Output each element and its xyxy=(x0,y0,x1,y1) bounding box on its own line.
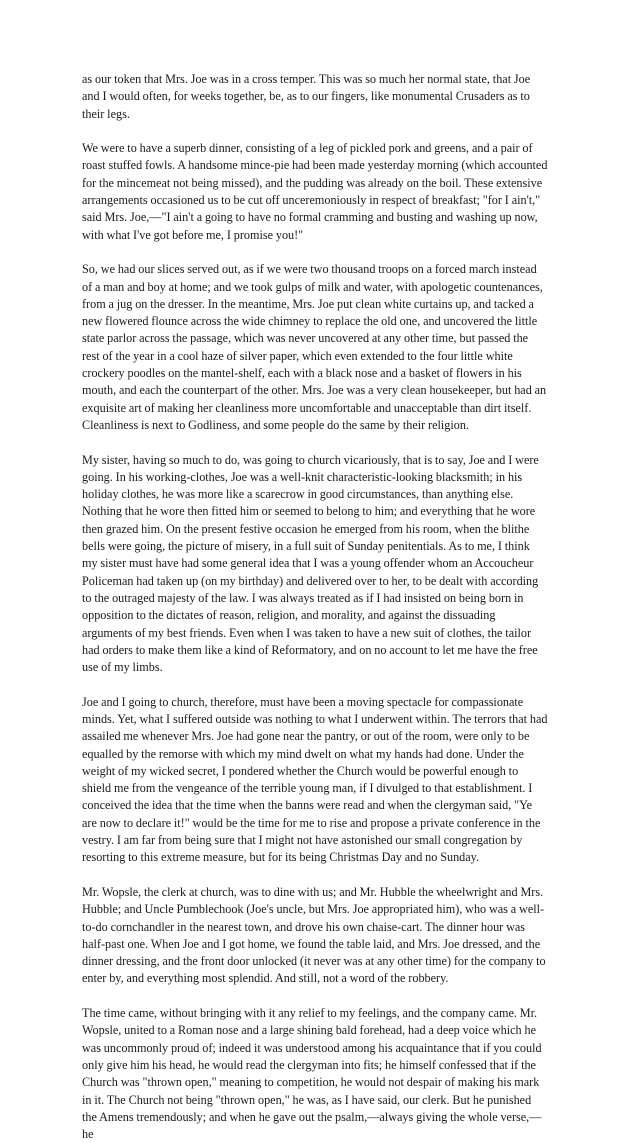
paragraph-6: Mr. Wopsle, the clerk at church, was to dine with us; and Mr. Hubble the wheelwright and Mrs. Hubble; and Uncle Pumblechook (Joe's uncle, but Mrs. Joe appropriated him), who was a well-to-do cornchandler in the nearest town, and drove his own chaise-cart. The dinner hour was half-past one. When Joe and I got home, we found the table laid, and Mrs. Joe dressed, and the dinner dressing, and the front door unlocked (it never was at any other time) for the company to enter by, and everything most splendid. And still, not a word of the robbery. xyxy=(82,884,546,986)
paragraph-2: We were to have a superb dinner, consisting of a leg of pickled pork and greens, and a pair of roast stuffed fowls. A handsome mince-pie had been made yesterday morning (which accounted for the mincemeat not being missed), and the pudding was already on the boil. These extensive arrangements occasioned us to be cut off unceremoniously in respect of breakfast; "for I ain't," said Mrs. Joe,—"I ain't a going to have no formal cramming and busting and washing up now, with what I've got before me, I promise you!" xyxy=(82,141,548,242)
paragraph-7: The time came, without bringing with it any relief to my feelings, and the company came. Mr. Wopsle, united to a Roman nose and a large shining bald forehead, had a deep voice which he was uncommonly proud of; indeed it was understood among his acquaintance that if you could only give him his head, he would read the clergyman into fits; he himself confessed that if the Church was "thrown open," meaning to competition, he would not despair of making his mark in it. The Church not being "thrown open," he was, as I have said, our clerk. But he punished the Amens tremendously; and when he gave out the psalm,—always giving the whole verse,—he xyxy=(82,1006,542,1142)
paragraph-3: So, we had our slices served out, as if we were two thousand troops on a forced march instead of a man and boy at home; and we took gulps of milk and water, with apologetic countenances, from a jug on the dresser. In the meantime, Mrs. Joe put clean white curtains up, and tacked a new flowered flounce across the wide chimney to replace the old one, and uncovered the little state parlor across the passage, which was never uncovered at any other time, but passed the rest of the year in a cool haze of silver paper, which even extended to the four little white crockery poodles on the mantel-shelf, each with a black nose and a basket of flowers in his mouth, and each the counterpart of the other. Mrs. Joe was a very clean housekeeper, but had an exquisite art of making her cleanliness more uncomfortable and unacceptable than dirt itself. Cleanliness is next to Godliness, and some people do the same by their religion. xyxy=(82,262,547,432)
paragraph-1: as our token that Mrs. Joe was in a cross temper. This was so much her normal state, that Joe and I would often, for weeks together, be, as to our fingers, like monumental Crusaders as to their legs. xyxy=(82,72,531,121)
paragraph-5: Joe and I going to church, therefore, must have been a moving spectacle for compassionate minds. Yet, what I suffered outside was nothing to what I underwent within. The terrors that had assailed me whenever Mrs. Joe had gone near the pantry, or out of the room, were only to be equalled by the remorse with which my mind dwelt on what my hands had done. Under the weight of my wicked secret, I pondered whether the Church would be powerful enough to shield me from the vengeance of the terrible young man, if I divulged to that establishment. I conceived the idea that the time when the banns were read and when the clergyman said, "Ye are now to declare it!" would be the time for me to rise and propose a private conference in the vestry. I am far from being sure that I might not have astonished our small congregation by resorting to this extreme measure, but for its being Christmas Day and no Sunday. xyxy=(82,694,548,865)
document-page xyxy=(82,71,548,1143)
paragraph-4: My sister, having so much to do, was going to church vicariously, that is to say, Joe and I were going. In his working-clothes, Joe was a well-knit characteristic-looking blacksmith; in his holiday clothes, he was more like a scarecrow in good circumstances, than anything else. Nothing that he wore then fitted him or seemed to belong to him; and everything that he wore then grazed him. On the present festive occasion he emerged from his room, when the blithe bells were going, the picture of misery, in a full suit of Sunday penitentials. As to me, I think my sister must have had some general idea that I was a young offender whom an Accoucheur Policeman had taken up (on my birthday) and delivered over to her, to be dealt with according to the outraged majesty of the law. I was always treated as if I had insisted on being born in opposition to the dictates of reason, religion, and morality, and against the dissuading arguments of my best friends. Even when I was taken to have a new suit of clothes, the tailor had orders to make them like a kind of Reformatory, and on no account to let me have the free use of my limbs. xyxy=(82,452,539,675)
